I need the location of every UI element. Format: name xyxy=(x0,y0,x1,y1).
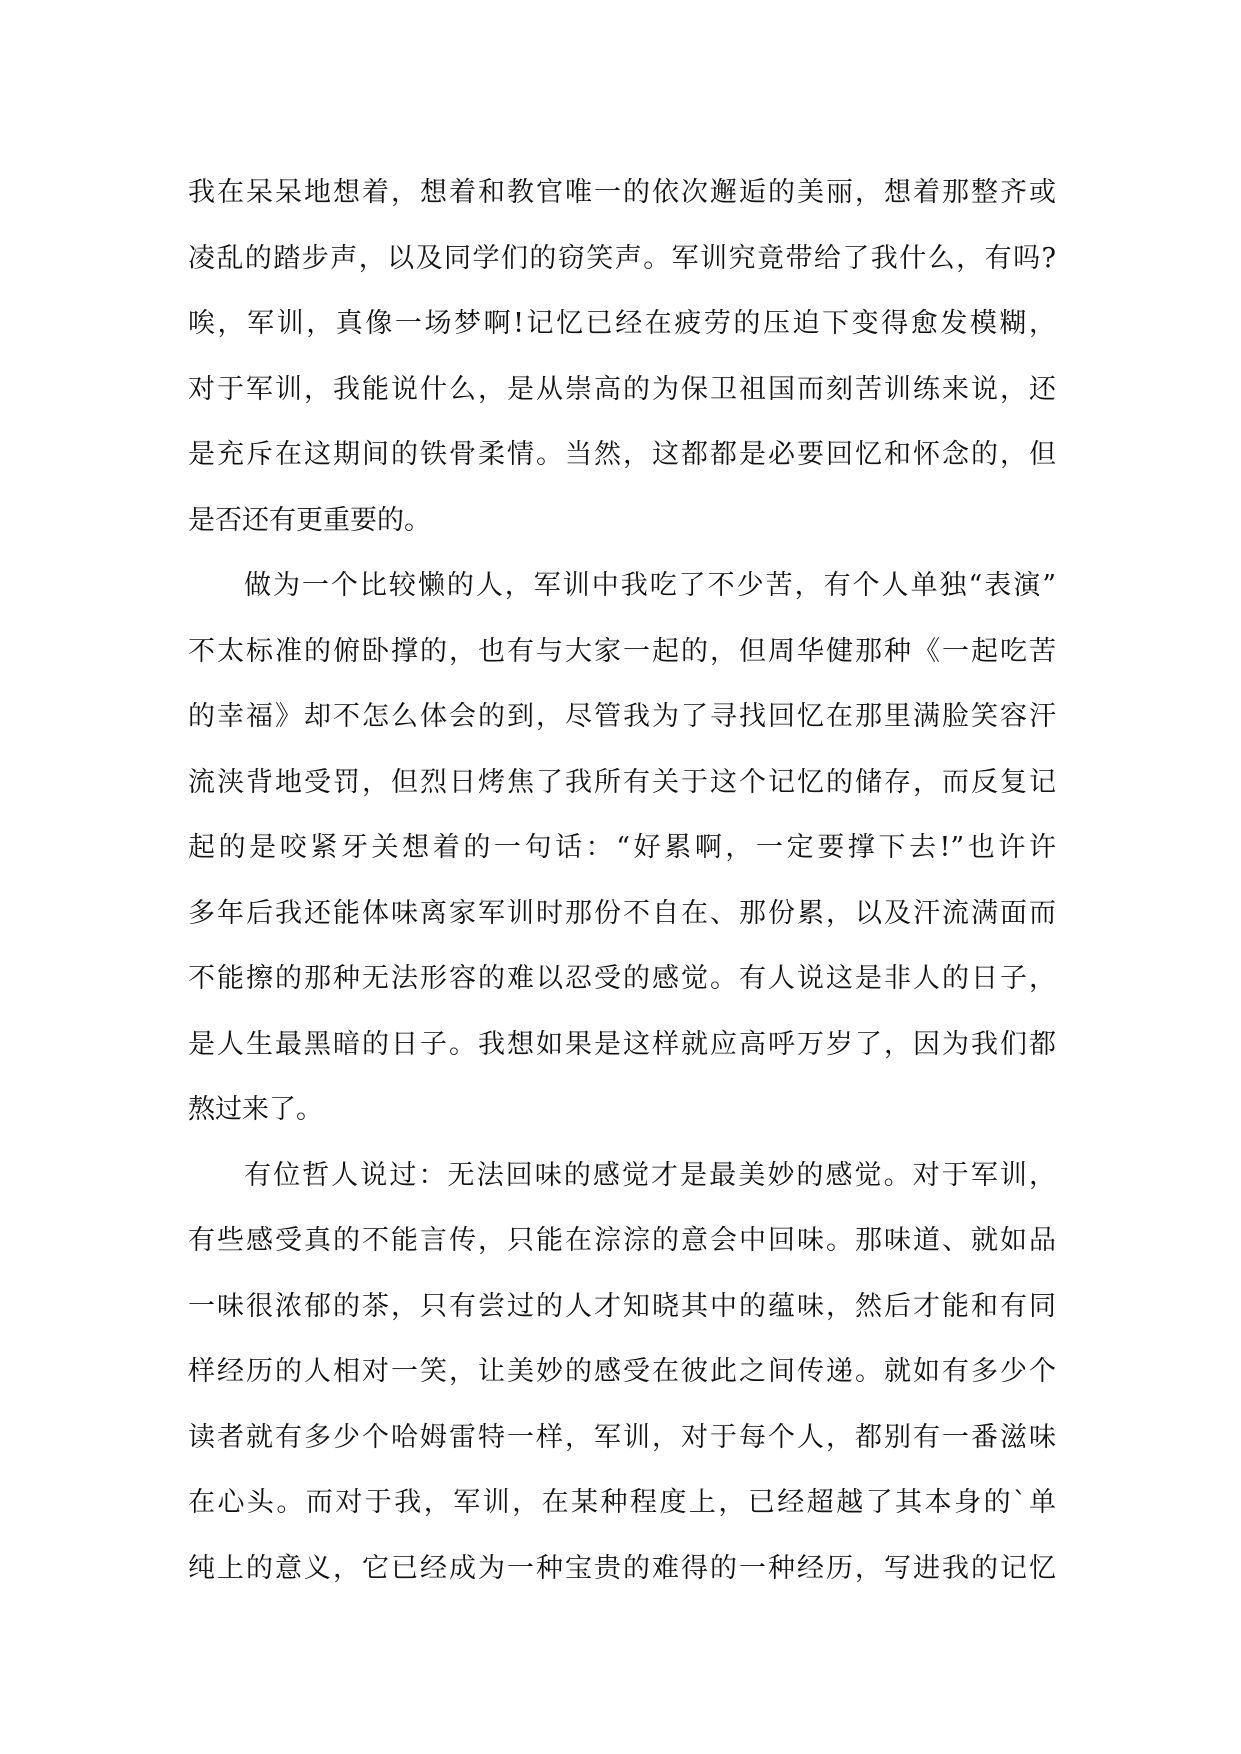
text-line: 不太标准的俯卧撑的，也有与大家一起的，但周华健那种《一起吃苦 xyxy=(188,635,1056,667)
text-line: 不能擦的那种无法形容的难以忍受的感觉。有人说这是非人的日子， xyxy=(188,963,1056,994)
text-line: 纯上的意义，它已经成为一种宝贵的难得的一种经历，写进我的记忆 xyxy=(188,1552,1056,1584)
text-line: 起的是咬紧牙关想着的一句话：“好累啊，一定要撑下去!”也许许 xyxy=(188,832,1056,863)
text-line: 的幸福》却不怎么体会的到，尽管我为了寻找回忆在那里满脸笑容汗 xyxy=(188,701,1056,732)
text-line: 读者就有多少个哈姆雷特一样，军训，对于每个人，都别有一番滋味 xyxy=(188,1421,1056,1453)
text-line: 是否还有更重要的。 xyxy=(188,504,431,536)
text-line: 熬过来了。 xyxy=(188,1094,323,1125)
text-line: 在心头。而对于我，军训，在某种程度上，已经超越了其本身的`单 xyxy=(188,1487,1056,1518)
text-line: 是人生最黑暗的日子。我想如果是这样就应高呼万岁了，因为我们都 xyxy=(188,1028,1056,1060)
text-line: 我在呆呆地想着，想着和教官唯一的依次邂逅的美丽，想着那整齐或 xyxy=(188,177,1056,208)
paragraph-first-line: 做为一个比较懒的人，军训中我吃了不少苦，有个人单独“表演” xyxy=(244,570,1056,601)
text-line: 对于军训，我能说什么，是从崇高的为保卫祖国而刻苦训练来说，还 xyxy=(188,373,1056,405)
paragraph-first-line: 有位哲人说过：无法回味的感觉才是最美妙的感觉。对于军训， xyxy=(244,1159,1056,1191)
text-line: 一味很浓郁的茶，只有尝过的人才知晓其中的蕴味，然后才能和有同 xyxy=(188,1290,1056,1322)
document-page xyxy=(188,160,1056,1601)
text-line: 流浃背地受罚，但烈日烤焦了我所有关于这个记忆的储存，而反复记 xyxy=(188,766,1056,798)
text-line: 凌乱的踏步声，以及同学们的窃笑声。军训究竟带给了我什么，有吗? xyxy=(188,242,1056,274)
text-line: 唉，军训，真像一场梦啊!记忆已经在疲劳的压迫下变得愈发模糊， xyxy=(188,308,1056,339)
text-line: 样经历的人相对一笑，让美妙的感受在彼此之间传递。就如有多少个 xyxy=(188,1356,1056,1387)
text-line: 多年后我还能体味离家军训时那份不自在、那份累，以及汗流满面而 xyxy=(188,897,1056,929)
text-line: 有些感受真的不能言传，只能在淙淙的意会中回味。那味道、就如品 xyxy=(188,1225,1056,1256)
text-line: 是充斥在这期间的铁骨柔情。当然，这都都是必要回忆和怀念的，但 xyxy=(188,439,1056,470)
